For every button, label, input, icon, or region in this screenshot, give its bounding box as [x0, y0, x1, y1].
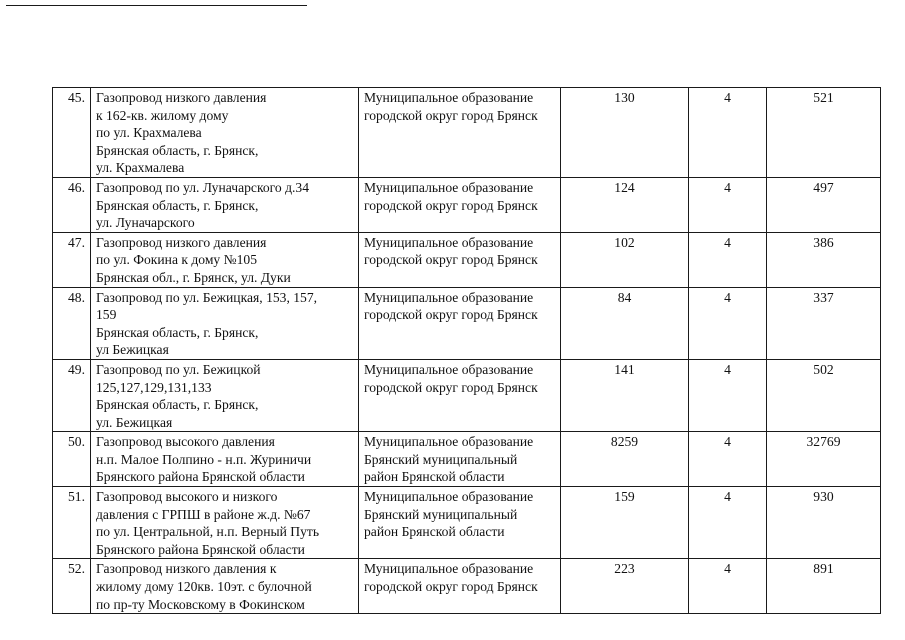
length-value: 102: [561, 232, 689, 287]
owner-line: городской округ город Брянск: [364, 107, 538, 123]
owner-line: Муниципальное образование: [364, 234, 534, 250]
object-name-line: ул. Крахмалева: [96, 160, 185, 176]
owner-line: Брянский муниципальный: [364, 506, 518, 522]
object-name-cell: [91, 432, 359, 487]
row-number: 48.: [53, 287, 91, 359]
object-name-line: Газопровод высокого давления: [96, 434, 275, 450]
object-name-line: н.п. Малое Полпино - н.п. Журиничи: [96, 451, 312, 467]
object-name-line: Брянская область, г. Брянск,: [96, 324, 259, 340]
object-name-line: Газопровод низкого давления: [96, 90, 267, 105]
object-name-line: Газопровод высокого и низкого: [96, 489, 278, 505]
row-number: 50.: [53, 432, 91, 487]
object-name-cell: [91, 359, 359, 431]
object-name-line: Газопровод по ул. Луначарского д.34: [96, 179, 309, 195]
object-name-line: Газопровод по ул. Бежицкая, 153, 157,: [96, 289, 318, 305]
object-name-line: Газопровод низкого давления к: [96, 561, 277, 577]
owner-cell: [359, 359, 561, 431]
owner-cell: [359, 487, 561, 559]
owner-line: Муниципальное образование: [364, 434, 534, 450]
object-name-line: давления с ГРПШ в районе ж.д. №67: [96, 506, 311, 522]
cost-value: 502: [767, 359, 881, 431]
row-number: 47.: [53, 232, 91, 287]
owner-cell: [359, 432, 561, 487]
object-name-cell: [91, 287, 359, 359]
row-number: 49.: [53, 359, 91, 431]
length-value: 124: [561, 177, 689, 232]
cost-value: 32769: [767, 432, 881, 487]
cost-value: 497: [767, 177, 881, 232]
table-row: [53, 232, 881, 287]
object-name-line: Брянского района Брянской области: [96, 469, 305, 485]
cost-value: 521: [767, 88, 881, 178]
owner-line: район Брянской области: [364, 469, 505, 485]
object-name-line: жилому дому 120кв. 10эт. с булочной: [96, 579, 312, 595]
object-name-line: Брянская область, г. Брянск,: [96, 397, 259, 413]
table-row: [53, 88, 881, 178]
gas-pipeline-table: [52, 87, 881, 614]
row-number: 45.: [53, 88, 91, 178]
cost-value: 891: [767, 559, 881, 614]
length-value: 141: [561, 359, 689, 431]
object-name-line: Брянская обл., г. Брянск, ул. Дуки: [96, 269, 291, 285]
object-name-cell: [91, 559, 359, 614]
cost-value: 386: [767, 232, 881, 287]
row-number: 52.: [53, 559, 91, 614]
owner-line: Брянский муниципальный: [364, 451, 518, 467]
table-body: [53, 88, 881, 614]
depth-value: 4: [689, 177, 767, 232]
table-row: [53, 287, 881, 359]
object-name-cell: [91, 487, 359, 559]
owner-line: городской округ город Брянск: [364, 579, 538, 595]
table-row: [53, 559, 881, 614]
owner-line: городской округ город Брянск: [364, 252, 538, 268]
object-name-line: Брянского района Брянской области: [96, 541, 305, 557]
table-row: [53, 177, 881, 232]
owner-line: городской округ город Брянск: [364, 307, 538, 323]
depth-value: 4: [689, 287, 767, 359]
owner-cell: [359, 559, 561, 614]
header-rule: [6, 5, 307, 6]
owner-line: городской округ город Брянск: [364, 379, 538, 395]
object-name-line: Газопровод по ул. Бежицкой: [96, 361, 261, 377]
owner-line: Муниципальное образование: [364, 179, 534, 195]
object-name-cell: [91, 232, 359, 287]
cost-value: 337: [767, 287, 881, 359]
object-name-line: по ул. Центральной, н.п. Верный Путь: [96, 524, 320, 540]
object-name-line: ул. Бежицкая: [96, 414, 173, 430]
row-number: 51.: [53, 487, 91, 559]
depth-value: 4: [689, 88, 767, 178]
object-name-line: по пр-ту Московскому в Фокинском: [96, 596, 305, 612]
object-name-line: Газопровод низкого давления: [96, 234, 267, 250]
owner-line: Муниципальное образование: [364, 90, 534, 105]
length-value: 223: [561, 559, 689, 614]
length-value: 130: [561, 88, 689, 178]
object-name-line: ул Бежицкая: [96, 342, 169, 358]
object-name-line: Брянская область, г. Брянск,: [96, 142, 259, 158]
owner-line: район Брянской области: [364, 524, 505, 540]
table-row: [53, 359, 881, 431]
length-value: 84: [561, 287, 689, 359]
object-name-line: 159: [96, 307, 117, 323]
length-value: 8259: [561, 432, 689, 487]
row-number: 46.: [53, 177, 91, 232]
table-row: [53, 487, 881, 559]
object-name-line: Брянская область, г. Брянск,: [96, 197, 259, 213]
owner-line: Муниципальное образование: [364, 361, 534, 377]
depth-value: 4: [689, 559, 767, 614]
length-value: 159: [561, 487, 689, 559]
owner-line: Муниципальное образование: [364, 489, 534, 505]
owner-cell: [359, 232, 561, 287]
owner-line: Муниципальное образование: [364, 561, 534, 577]
depth-value: 4: [689, 359, 767, 431]
cost-value: 930: [767, 487, 881, 559]
owner-cell: [359, 177, 561, 232]
owner-cell: [359, 287, 561, 359]
object-name-cell: [91, 177, 359, 232]
owner-cell: [359, 88, 561, 178]
depth-value: 4: [689, 432, 767, 487]
object-name-line: по ул. Крахмалева: [96, 125, 202, 141]
depth-value: 4: [689, 487, 767, 559]
owner-line: Муниципальное образование: [364, 289, 534, 305]
object-name-line: по ул. Фокина к дому №105: [96, 252, 257, 268]
object-name-line: ул. Луначарского: [96, 215, 195, 231]
object-name-line: 125,127,129,131,133: [96, 379, 212, 395]
object-name-cell: [91, 88, 359, 178]
table-row: [53, 432, 881, 487]
depth-value: 4: [689, 232, 767, 287]
owner-line: городской округ город Брянск: [364, 197, 538, 213]
object-name-line: к 162-кв. жилому дому: [96, 107, 229, 123]
